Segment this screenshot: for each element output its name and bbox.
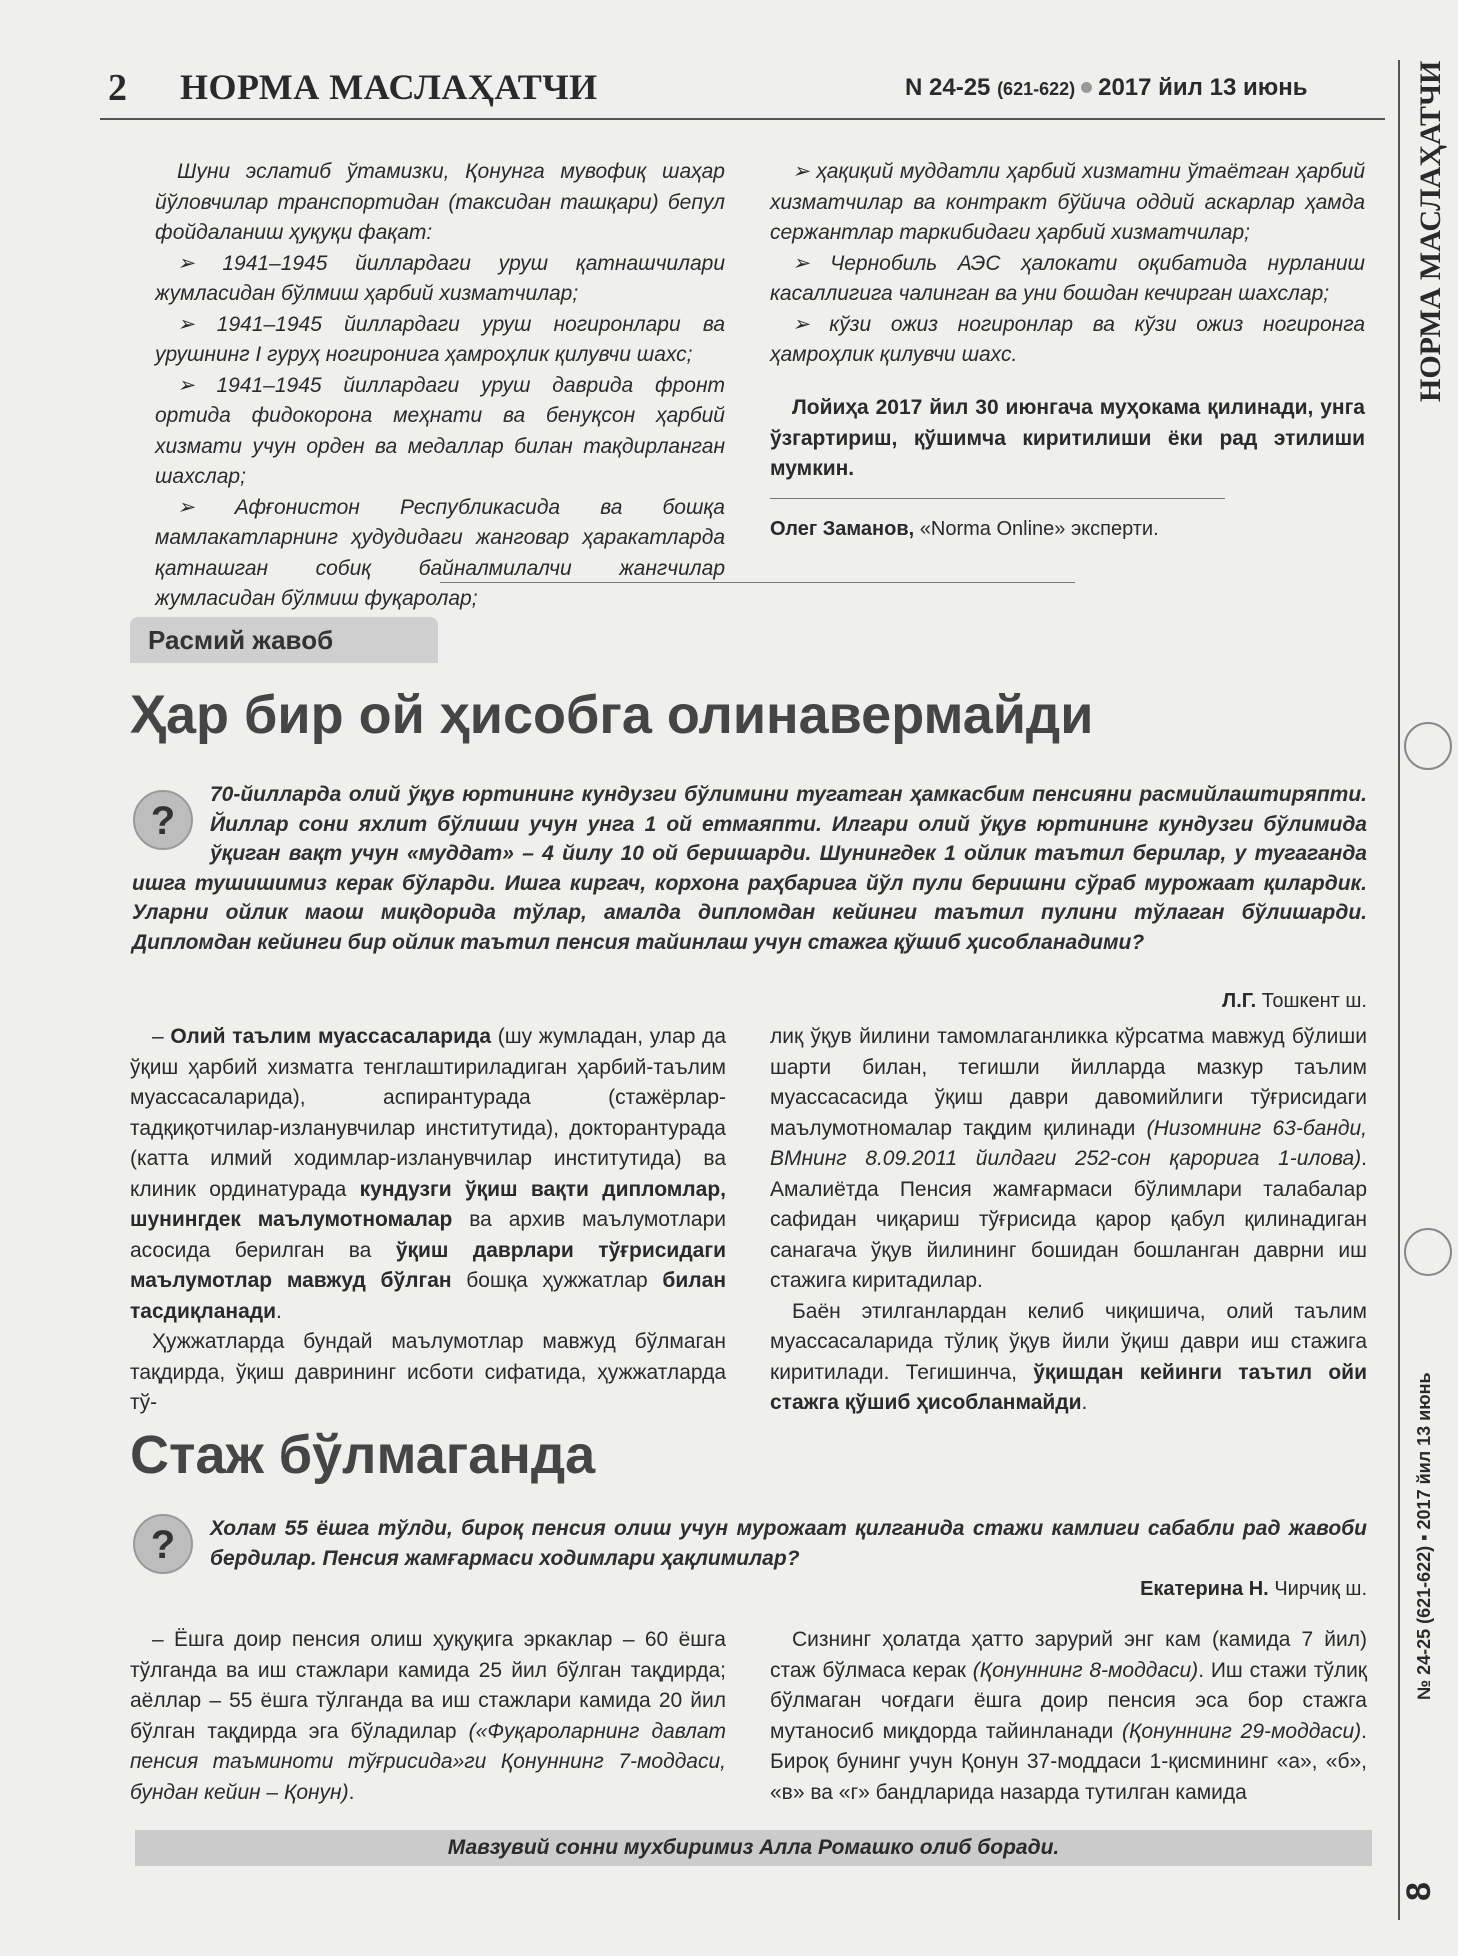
article1-right-column [770,157,1365,371]
list-item: ➢ 1941–1945 йиллардаги уруш ногиронлари ва урушнинг I гуруҳ ногиронига ҳамроҳлик қилувчи шахс; [155,312,725,366]
article2-question: 70-йилларда олий ўқув юртининг кундузги бўлимини тугатган ҳамкасбим пенсияни расмийлаштиряпти. Йиллар сони яхлит бўлиши учун унга 1 ой етмаяпти. Илгари олий ўқув юртининг кундузги бўлимида ўқиган вақт учун «муддат» – 4 йилу 10 ой беришарди. Шунингдек 1 ойлик таътил берилар, у тугаганда ишга тушишимиз керак бўларди. Ишга киргач, корхона раҳбарига йўл пули беришни сўраб мурожаат қилардик. Уларни ойлик маош миқдорида тўлар, амалда дипломдан кейинги таътил пулини тўлаган бўлишарди. Дипломдан кейинги бир ойлик таътил пенсия тайинлаш учун стажга қўшиб ҳисобланадими? [132,783,1367,954]
page-number: 2 [108,67,127,109]
footer-credit: Мавзувий сонни мухбиримиз Алла Ромашко олиб боради. [135,1830,1372,1866]
question-icon: ? [133,790,193,850]
punch-hole-icon [1404,1228,1452,1276]
signature-city: Чирчиқ ш. [1274,1578,1367,1600]
side-page-number: 8 [1399,1882,1438,1901]
article2-title: Ҳар бир ой ҳисобга олинавермайди [130,685,1094,745]
side-issue: № 24-25 (621-622) ▪ 2017 йил 13 июнь [1414,1372,1434,1700]
author-name: Олег Заманов, [770,518,915,540]
signature-divider [770,498,1225,499]
article1-left-column [155,157,725,615]
signature-city: Тошкент ш. [1261,990,1367,1012]
section-tag: Расмий жавоб [130,617,438,663]
list-item: ➢ 1941–1945 йиллардаги уруш даврида фронт ортида фидокорона меҳнати ва бенуқсон ҳарбий хизмати учун орден ва медаллар билан тақдирланган шахслар; [155,373,725,488]
list-item: ➢ 1941–1945 йиллардаги уруш қатнашчилари жумласидан бўлмиш ҳарбий хизматчилар; [155,251,725,305]
article3-signature [770,1578,1367,1601]
article3-title: Стаж бўлмаганда [130,1425,596,1485]
article1-author [770,514,1365,545]
side-divider [1398,60,1400,1920]
newspaper-title: НОРМА МАСЛАҲАТЧИ [180,67,598,107]
header-divider [100,118,1385,120]
list-item: ➢ кўзи ожиз ногиронлар ва кўзи ожиз ногиронга ҳамроҳлик қилувчи шахс. [770,312,1365,366]
article3-left-column: – Ёшга доир пенсия олиш ҳуқуқига эркаклар – 60 ёшга тўлганда ва иш стажлари камида 25 йил бўлган тақдирда; аёллар – 55 ёшга тўлганда ва иш стажлари камида 20 йил бўлган тақдирда эга бўладилар («Фуқароларнинг давлат пенсия таъминоти тўғрисида»ги Қонуннинг 7-моддаси, бундан кейин – Қонун). [130,1628,727,1804]
article3-question: Холам 55 ёшга тўлди, бироқ пенсия олиш учун мурожаат қилганида стажи камлиги сабабли рад жавоби бердилар. Пенсия жамғармаси ходимлари ҳақлимилар? [210,1517,1367,1570]
issue-date: 2017 йил 13 июнь [1098,74,1308,101]
issue-sub-number: (621-622) [997,79,1076,99]
article2-right-column: лиқ ўқув йилини тамомлаганликка кўрсатма мавжуд бўлиши шарти билан, тегишли йилларда мазкур таълим муассасасида ўқиш даври давомийлиги тўғрисидаги маълумотномалар тақдим қилинади (Низомнинг 63-банди, ВМнинг 8.09.2011 йилдаги 252-сон қарорига 1-илова). Амалиётда Пенсия жамғармаси бўлимлари талабалар сафидан чиқариш тўғрисида қарор қабул қилинадиган санагача ўқув йилининг бошидан бошланган даврни иш стажига киритадилар. Баён этилганлардан келиб чиқишича, олий таълим муассасаларида тўлиқ ўқув йили ўқиш даври иш стажига киритилади. Тегишинча, ўқишдан кейинги таътил ойи стажга қўшиб ҳисобланмайди. [770,1025,1368,1414]
list-item: ➢ Чернобиль АЭС ҳалокати оқибатида нурланиш касаллигига чалинган ва уни бошдан кечирган шахслар; [770,251,1365,305]
side-title: НОРМА МАСЛАҲАТЧИ [1414,60,1447,402]
article2-signature [770,990,1367,1013]
signature-name: Л.Г. [1222,990,1257,1012]
issue-info [905,74,1307,102]
article3-right-column: Сизнинг ҳолатда ҳатто зарурий энг кам (камида 7 йил) стаж бўлмаса керак (Қонуннинг 8-моддаси). Иш стажи тўлиқ бўлмаган чоғдаги ёшга доир пенсия эса бор стажга мутаносиб миқдорда тайинланади (Қонуннинг 29-моддаси). Бироқ бунинг учун Қонун 37-моддаси 1-қисмининг «а», «б», «в» ва «г» бандларида назарда тутилган камида [770,1628,1367,1804]
list-item: ➢ Афғонистон Республикасида ва бошқа мамлакатларнинг ҳудудидаги жанговар ҳаракатларда қатнашган собиқ байналмилалчи жангчилар жумласидан бўлмиш фуқаролар; [155,495,725,610]
punch-hole-icon [1404,722,1452,770]
article1-note: Лойиҳа 2017 йил 30 июнгача муҳокама қилинади, унга ўзгартириш, қўшимча киритилиши ёки рад этилиши мумкин. [770,396,1365,480]
question-icon: ? [133,1514,193,1574]
article1-intro: Шуни эслатиб ўтамизки, Қонунга мувофиқ шаҳар йўловчилар транспортидан (таксидан ташқари) бепул фойдаланиш ҳуқуқи фақат: [155,160,725,244]
bullet-icon [1081,82,1092,93]
issue-number: N 24-25 [905,74,991,101]
article2-left-column: – Олий таълим муассасаларида (шу жумладан, улар да ўқиш ҳарбий хизматга тенглаштириладиган ҳарбий-таълим муассасаларида), аспирантурада (стажёрлар-тадқиқотчилар-изланувчилар институтида), докторантурада (катта илмий ходимлар-изланувчилар институтида) ва клиник ординатурада кундузги ўқиш вақти дипломлар, шунингдек маълумотномалар ва архив маълумотлари асосида берилган ва ўқиш даврлари тўғрисидаги маълумотлар мавжуд бўлган бошқа ҳужжатлар билан тасдиқланади. Ҳужжатларда бундай маълумотлар мавжуд бўлмаган тақдирда, ўқиш даврининг исботи сифатида, ҳужжатларда тў- [130,1025,727,1414]
signature-name: Екатерина Н. [1140,1578,1269,1600]
list-item: ➢ ҳақиқий муддатли ҳарбий хизматни ўтаётган ҳарбий хизматчилар ва контракт бўйича оддий аскарлар ҳамда сержантлар таркибидаги ҳарбий хизматчилар; [770,160,1365,244]
section-divider [440,582,1075,583]
author-role: «Norma Online» эксперти. [919,518,1159,540]
